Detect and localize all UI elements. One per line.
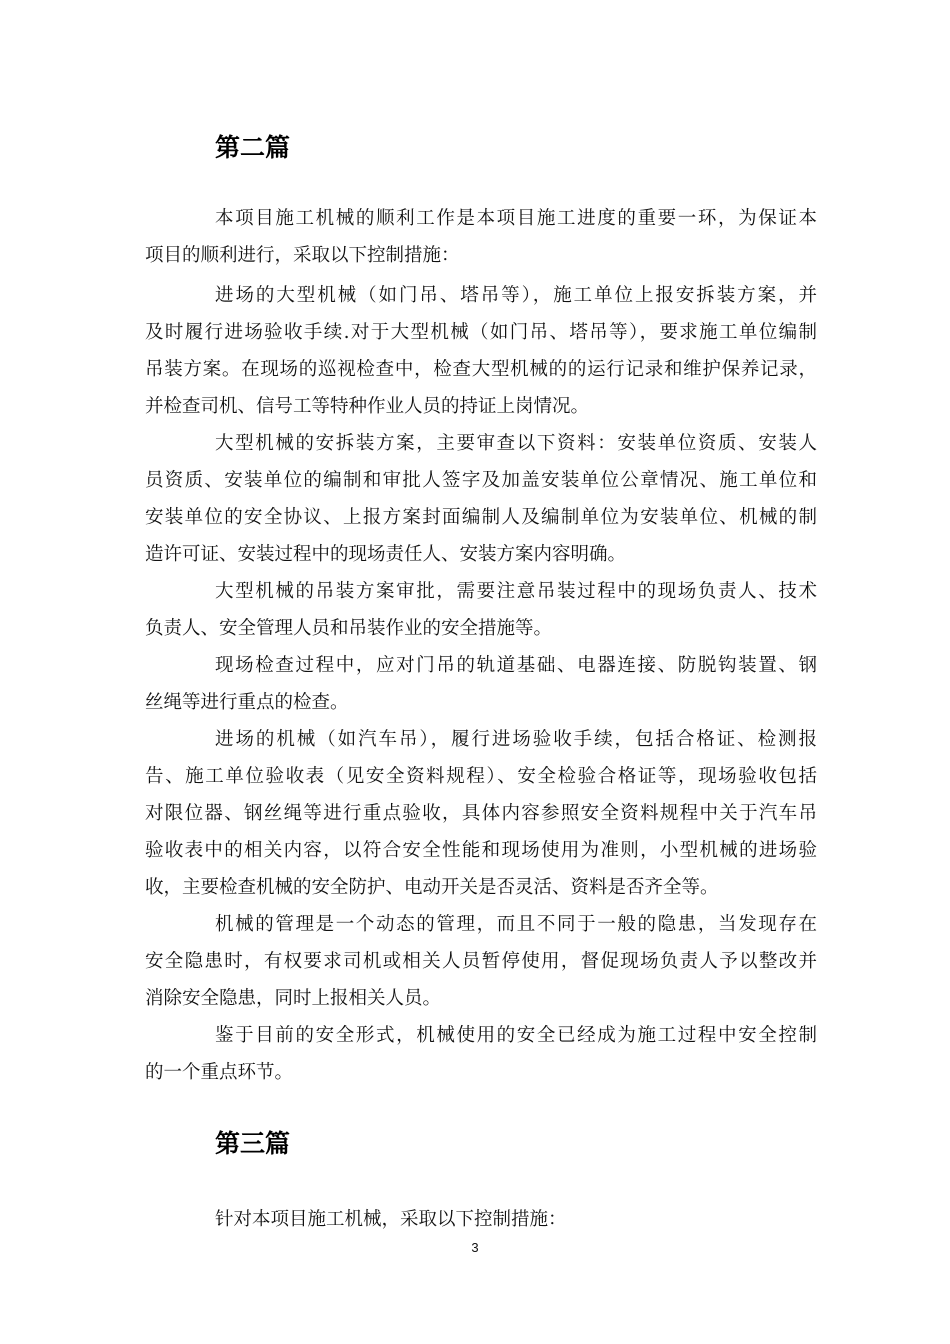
paragraph-line: 对限位器、钢丝绳等进行重点验收，具体内容参照安全资料规程中关于汽车吊: [145, 803, 817, 824]
paragraph-line: 本项目施工机械的顺利工作是本项目施工进度的重要一环，为保证本: [215, 208, 817, 229]
paragraph-line: 安全隐患时，有权要求司机或相关人员暂停使用，督促现场负责人予以整改并: [145, 951, 817, 972]
paragraph-line: 现场检查过程中，应对门吊的轨道基础、电器连接、防脱钩装置、钢: [215, 655, 817, 676]
paragraph-line: 验收表中的相关内容，以符合安全性能和现场使用为准则，小型机械的进场验: [145, 840, 817, 861]
paragraph-line: 的一个重点环节。: [145, 1062, 294, 1083]
paragraph-line: 安装单位的安全协议、上报方案封面编制人及编制单位为安装单位、机械的制: [145, 507, 817, 528]
paragraph-line: 员资质、安装单位的编制和审批人签字及加盖安装单位公章情况、施工单位和: [145, 470, 817, 491]
paragraph-line: 及时履行进场验收手续.对于大型机械（如门吊、塔吊等），要求施工单位编制: [145, 322, 817, 343]
paragraph-line: 收，主要检查机械的安全防护、电动开关是否灵活、资料是否齐全等。: [145, 877, 719, 898]
paragraph-line: 进场的机械（如汽车吊），履行进场验收手续，包括合格证、检测报: [215, 729, 817, 750]
paragraph-line: 消除安全隐患，同时上报相关人员。: [145, 988, 442, 1009]
section-heading: 第二篇: [215, 133, 291, 162]
paragraph-line: 机械的管理是一个动态的管理，而且不同于一般的隐患，当发现存在: [215, 914, 817, 935]
paragraph-line: 负责人、安全管理人员和吊装作业的安全措施等。: [145, 618, 553, 639]
paragraph-line: 大型机械的吊装方案审批，需要注意吊装过程中的现场负责人、技术: [215, 581, 817, 602]
paragraph-line: 并检查司机、信号工等特种作业人员的持证上岗情况。: [145, 396, 590, 417]
page-number: 3: [471, 1240, 479, 1255]
paragraph-line: 针对本项目施工机械，采取以下控制措施：: [215, 1209, 567, 1230]
paragraph-line: 进场的大型机械（如门吊、塔吊等），施工单位上报安拆装方案，并: [215, 285, 817, 306]
paragraph-line: 吊装方案。在现场的巡视检查中，检查大型机械的的运行记录和维护保养记录，: [145, 359, 817, 380]
paragraph-line: 告、施工单位验收表（见安全资料规程）、安全检验合格证等，现场验收包括: [145, 766, 817, 787]
paragraph-line: 大型机械的安拆装方案，主要审查以下资料：安装单位资质、安装人: [215, 433, 817, 454]
paragraph-line: 鉴于目前的安全形式，机械使用的安全已经成为施工过程中安全控制: [215, 1025, 817, 1046]
section-heading: 第三篇: [215, 1129, 291, 1158]
paragraph-line: 造许可证、安装过程中的现场责任人、安装方案内容明确。: [145, 544, 627, 565]
paragraph-line: 项目的顺利进行，采取以下控制措施：: [145, 245, 460, 266]
paragraph-line: 丝绳等进行重点的检查。: [145, 692, 349, 713]
